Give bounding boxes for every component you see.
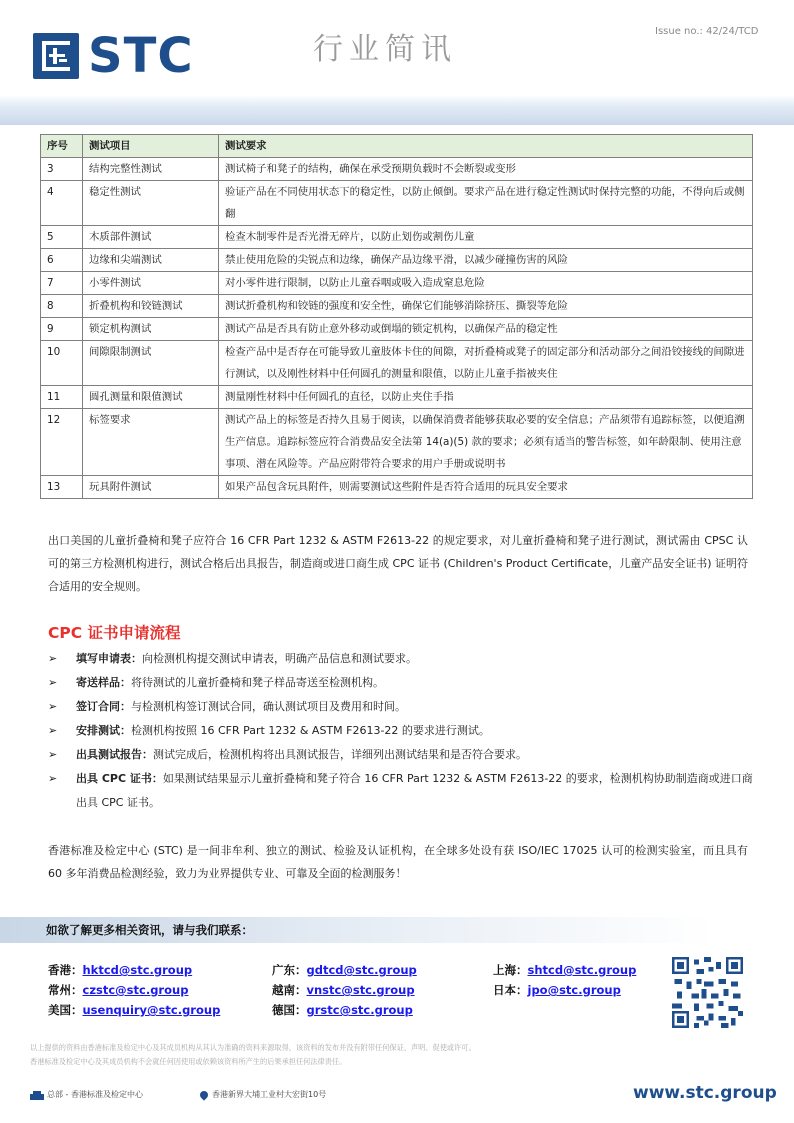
footer-address: [200, 1089, 326, 1100]
list-item: [48, 671, 760, 695]
contact-hongkong: [48, 960, 192, 980]
contact-guangdong: [272, 960, 417, 980]
stc-logo-mark: [33, 33, 79, 79]
page-header: [0, 0, 794, 125]
table-row: [41, 158, 753, 181]
cell-requirement: 检查木制零件是否光滑无碎片，以防止划伤或割伤儿童: [219, 226, 753, 249]
table-row: [41, 181, 753, 226]
cell-item: 玩具附件测试: [83, 476, 219, 499]
step-text: 检测机构按照 16 CFR Part 1232 & ASTM F2613-22 的要求进行测试。: [131, 724, 490, 737]
logo-wordmark: STC: [88, 28, 194, 84]
arrow-bullet-icon: ➢: [48, 724, 58, 737]
cell-no: 6: [41, 249, 83, 272]
disclaimer-line: 香港标准及检定中心及其成员机构不会就任何因使用或依赖该资料所产生的后果承担任何法律责任。: [30, 1057, 347, 1066]
cpc-section-heading: CPC 证书申请流程: [48, 624, 181, 642]
step-text: 与检测机构签订测试合同，确认测试项目及费用和时间。: [131, 700, 406, 713]
cell-no: 9: [41, 318, 83, 341]
stc-logo-icon: [39, 38, 73, 74]
contact-email-link[interactable]: vnstc@stc.group: [306, 983, 415, 997]
cell-item: 间隙限制测试: [83, 341, 219, 386]
step-title: 出具 CPC 证书：: [76, 772, 163, 785]
step-text: 测试完成后，检测机构将出具测试报告，详细列出测试结果和是否符合要求。: [153, 748, 527, 761]
cell-requirement: 测试产品上的标签是否持久且易于阅读，以确保消费者能够获取必要的安全信息；产品须带有追踪标签，以便追溯生产信息。追踪标签应符合消费品安全法第 14(a)(5) 款的要求；必须有适当的警告标签，如年龄限制、使用注意事项、潜在风险等。产品应附带符合要求的用户手册或说明书: [219, 409, 753, 476]
contact-changzhou: [48, 980, 188, 1000]
website-link[interactable]: www.stc.group: [633, 1083, 777, 1103]
table-row: [41, 295, 753, 318]
table-row: [41, 386, 753, 409]
cell-requirement: 对小零件进行限制，以防止儿童吞咽或吸入造成窒息危险: [219, 272, 753, 295]
step-title: 签订合同：: [76, 700, 131, 713]
contact-vietnam: [272, 980, 415, 1000]
address-label: 香港新界大埔工业村大宏街10号: [212, 1090, 327, 1099]
disclaimer-line: 以上提供的资料由香港标准及检定中心及其成员机构从其认为准确的资料来源取得，该资料的发布并没有附带任何保证、声明、促使或许可。: [30, 1043, 476, 1052]
cell-item: 木质部件测试: [83, 226, 219, 249]
arrow-bullet-icon: ➢: [48, 700, 58, 713]
cell-no: 12: [41, 409, 83, 476]
footer-headquarters: [30, 1089, 143, 1100]
qr-code-icon[interactable]: [672, 957, 743, 1028]
cell-item: 标签要求: [83, 409, 219, 476]
cell-item: 结构完整性测试: [83, 158, 219, 181]
test-items-table: [40, 134, 753, 499]
contact-label: 上海：: [493, 963, 528, 977]
list-item: [48, 647, 760, 671]
contact-label: 广东：: [272, 963, 307, 977]
column-header-requirement: 测试要求: [219, 135, 753, 158]
table-row: [41, 272, 753, 295]
contact-usa: [48, 1000, 220, 1020]
intro-paragraph: 出口美国的儿童折叠椅和凳子应符合 16 CFR Part 1232 & ASTM F2613-22 的规定要求，对儿童折叠椅和凳子进行测试，测试需由 CPSC 认可的第三方检测机构进行，测试合格后出具报告，制造商或进口商生成 CPC 证书 (Children's Product Certificate，儿童产品安全证书) 证明符合适用的安全规则。: [48, 534, 748, 593]
table-row: [41, 318, 753, 341]
cell-no: 5: [41, 226, 83, 249]
cell-requirement: 禁止使用危险的尖锐点和边缘，确保产品边缘平滑，以减少碰撞伤害的风险: [219, 249, 753, 272]
contact-shanghai: [493, 960, 636, 980]
contact-label: 常州：: [48, 983, 83, 997]
contact-email-link[interactable]: hktcd@stc.group: [82, 963, 193, 977]
about-paragraph: 香港标准及检定中心 (STC) 是一间非牟利、独立的测试、检验及认证机构，在全球多处设有获 ISO/IEC 17025 认可的检测实验室，而且具有 60 多年消费品检测经验，致力为业界提供专业、可靠及全面的检测服务！: [48, 844, 748, 880]
contact-label: 越南：: [272, 983, 307, 997]
cell-requirement: 验证产品在不同使用状态下的稳定性，以防止倾倒。要求产品在进行稳定性测试时保持完整的功能，不得向后或侧翻: [219, 181, 753, 226]
column-header-item: 测试项目: [83, 135, 219, 158]
cell-no: 3: [41, 158, 83, 181]
hq-label: 总部 - 香港标准及检定中心: [47, 1090, 143, 1099]
cell-no: 10: [41, 341, 83, 386]
column-header-no: 序号: [41, 135, 83, 158]
table-row: [41, 409, 753, 476]
list-item: [48, 767, 760, 815]
contact-email-link[interactable]: usenquiry@stc.group: [82, 1003, 221, 1017]
step-title: 填写申请表：: [76, 652, 142, 665]
disclaimer: [30, 1041, 630, 1069]
cell-item: 小零件测试: [83, 272, 219, 295]
contact-japan: [493, 980, 621, 1000]
step-title: 安排测试：: [76, 724, 131, 737]
cell-item: 锁定机构测试: [83, 318, 219, 341]
arrow-bullet-icon: ➢: [48, 748, 58, 761]
cell-requirement: 如果产品包含玩具附件，则需要测试这些附件是否符合适用的玩具安全要求: [219, 476, 753, 499]
contact-germany: [272, 1000, 413, 1020]
header-gradient-band: [0, 95, 794, 125]
cell-requirement: 测试椅子和凳子的结构，确保在承受预期负载时不会断裂或变形: [219, 158, 753, 181]
cell-item: 折叠机构和铰链测试: [83, 295, 219, 318]
table-row: [41, 226, 753, 249]
step-title: 寄送样品：: [76, 676, 131, 689]
contact-label: 德国：: [272, 1003, 307, 1017]
cell-no: 7: [41, 272, 83, 295]
step-title: 出具测试报告：: [76, 748, 153, 761]
contact-email-link[interactable]: jpo@stc.group: [527, 983, 621, 997]
cell-item: 稳定性测试: [83, 181, 219, 226]
contact-heading: 如欲了解更多相关资讯，请与我们联系：: [46, 923, 253, 937]
contact-email-link[interactable]: czstc@stc.group: [82, 983, 189, 997]
contact-email-link[interactable]: grstc@stc.group: [306, 1003, 413, 1017]
contact-label: 日本：: [493, 983, 528, 997]
step-text: 如果测试结果显示儿童折叠椅和凳子符合 16 CFR Part 1232 & ASTM F2613-22 的要求，检测机构协助制造商或进口商出具 CPC 证书。: [76, 772, 753, 809]
arrow-bullet-icon: ➢: [48, 772, 58, 785]
contact-email-link[interactable]: shtcd@stc.group: [527, 963, 637, 977]
cell-requirement: 测量刚性材料中任何圆孔的直径，以防止夹住手指: [219, 386, 753, 409]
cpc-steps-list: [48, 647, 760, 815]
list-item: [48, 743, 760, 767]
contact-label: 香港：: [48, 963, 83, 977]
cell-no: 13: [41, 476, 83, 499]
cell-item: 边缘和尖端测试: [83, 249, 219, 272]
cell-no: 4: [41, 181, 83, 226]
table-row: [41, 341, 753, 386]
cell-requirement: 测试折叠机构和铰链的强度和安全性，确保它们能够消除挤压、撕裂等危险: [219, 295, 753, 318]
cell-no: 8: [41, 295, 83, 318]
step-text: 将待测试的儿童折叠椅和凳子样品寄送至检测机构。: [131, 676, 384, 689]
list-item: [48, 695, 760, 719]
contact-email-link[interactable]: gdtcd@stc.group: [306, 963, 417, 977]
cell-requirement: 检查产品中是否存在可能导致儿童肢体卡住的间隙，对折叠椅或凳子的固定部分和活动部分之间沿铰接线的间隙进行测试，以及刚性材料中任何圆孔的测量和限值，以防止儿童手指被夹住: [219, 341, 753, 386]
cell-no: 11: [41, 386, 83, 409]
step-text: 向检测机构提交测试申请表，明确产品信息和测试要求。: [142, 652, 417, 665]
issue-number: Issue no.: 42/24/TCD: [655, 26, 759, 37]
contact-label: 美国：: [48, 1003, 83, 1017]
table-row: [41, 249, 753, 272]
cell-item: 圆孔测量和限值测试: [83, 386, 219, 409]
location-pin-icon: [198, 1089, 209, 1100]
list-item: [48, 719, 760, 743]
arrow-bullet-icon: ➢: [48, 652, 58, 665]
page-title: 行业简讯: [313, 32, 457, 67]
building-icon: [30, 1090, 44, 1100]
table-header-row: [41, 135, 753, 158]
cell-requirement: 测试产品是否具有防止意外移动或倒塌的锁定机构，以确保产品的稳定性: [219, 318, 753, 341]
table-row: [41, 476, 753, 499]
arrow-bullet-icon: ➢: [48, 676, 58, 689]
